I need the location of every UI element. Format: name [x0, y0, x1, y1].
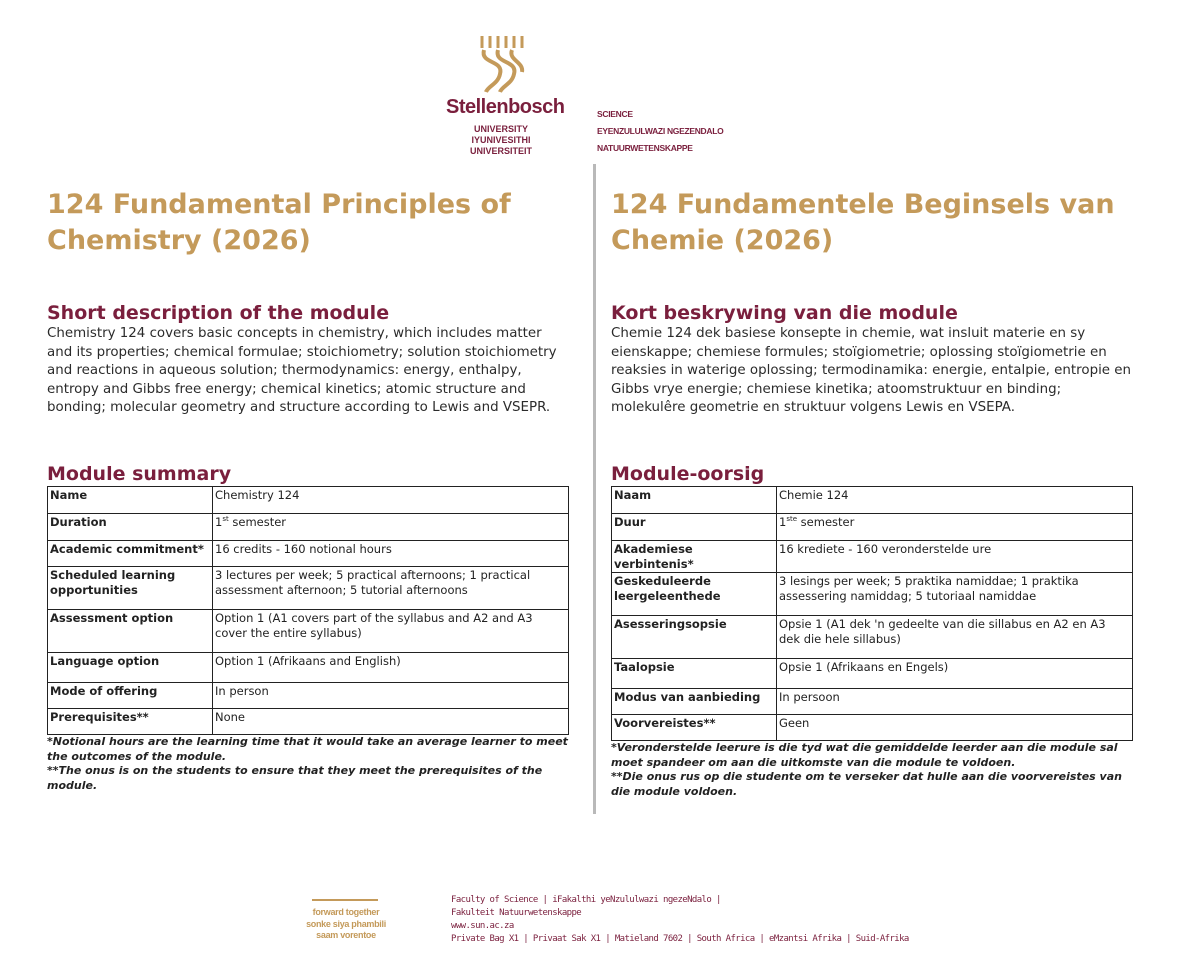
row-value: In persoon: [777, 689, 1133, 715]
row-value: 1ste semester: [777, 514, 1133, 541]
afrikaans-summary-section: [611, 462, 1135, 799]
table-row: [48, 653, 569, 683]
table-row: [612, 487, 1133, 514]
table-row: [48, 541, 569, 567]
table-row: [612, 541, 1133, 573]
row-label: Duration: [48, 514, 213, 541]
row-value: Opsie 1 (Afrikaans en Engels): [777, 659, 1133, 689]
footer-contact-info: [451, 894, 909, 946]
university-name: Stellenbosch: [446, 96, 565, 118]
footnotes-afrikaans: [611, 741, 1135, 799]
row-value: In person: [213, 683, 569, 709]
row-label: Assessment option: [48, 610, 213, 653]
footnote-leerure: *Veronderstelde leerure is die tyd wat die gemiddelde leerder aan die module sal moet spandeer om aan die uitkomste van die module te voldoen.: [611, 741, 1118, 769]
kort-beskrywing-heading: Kort beskrywing van die module: [611, 302, 958, 324]
row-label: Name: [48, 487, 213, 514]
row-value: 16 credits - 160 notional hours: [213, 541, 569, 567]
footnote-voorvereistes: **Die onus rus op die studente om te verseker dat hulle aan die voorvereistes van die module voldoen.: [611, 770, 1122, 798]
table-row: [612, 715, 1133, 741]
footer-website-link[interactable]: www.sun.ac.za: [451, 921, 514, 931]
footnote-prerequisites: **The onus is on the students to ensure that they meet the prerequisites of the module.: [47, 764, 543, 792]
short-description-text: Chemistry 124 covers basic concepts in chemistry, which includes matter and its properties; chemical formulae; stoichiometry; solution stoichiometry and reactions in aqueous solution; thermodynamics: energy, enthalpy, entropy and Gibbs free energy; chemical kinetics; atomic structure and bonding; molecular geometry and structure according to Lewis and VSEPR.: [47, 326, 557, 416]
footer-motto: forward together sonke siya phambili saam vorentoe: [306, 907, 386, 940]
row-label: Asesseringsopsie: [612, 616, 777, 659]
short-description-heading: Short description of the module: [47, 302, 390, 324]
module-summary-table: [47, 486, 569, 735]
table-row: [48, 683, 569, 709]
module-oorsig-heading: Module-oorsig: [611, 463, 765, 485]
row-label: Scheduled learning opportunities: [48, 567, 213, 610]
table-row: [612, 659, 1133, 689]
footnotes-english: [47, 735, 571, 793]
row-label: Taalopsie: [612, 659, 777, 689]
row-value: Option 1 (Afrikaans and English): [213, 653, 569, 683]
row-value: 3 lectures per week; 5 practical afternoons; 1 practical assessment afternoon; 5 tutorial afternoons: [213, 567, 569, 610]
english-column: [47, 187, 571, 259]
table-row: [48, 514, 569, 541]
footer-faculty-line: Faculty of Science | iFakalthi yeNzululwazi ngezeNdalo |: [451, 895, 721, 905]
module-summary-heading: Module summary: [47, 463, 232, 485]
row-value: Option 1 (A1 covers part of the syllabus and A2 and A3 cover the entire syllabus): [213, 610, 569, 653]
row-label: Prerequisites**: [48, 709, 213, 735]
row-value: 3 lesings per week; 5 praktika namiddae; 1 praktika assessering namiddag; 5 tutoriaal namiddae: [777, 573, 1133, 616]
faculty-names: SCIENCE EYENZULULWAZI NGEZENDALO NATUURWETENSKAPPE: [597, 109, 724, 153]
english-description-section: [47, 301, 571, 418]
module-oorsig-table: [611, 486, 1133, 741]
footer-rule: [312, 899, 378, 901]
footer-faculty-afrikaans: Fakulteit Natuurwetenskappe: [451, 908, 582, 918]
table-row: [612, 616, 1133, 659]
row-label: Duur: [612, 514, 777, 541]
row-value: Geen: [777, 715, 1133, 741]
row-label: Voorvereistes**: [612, 715, 777, 741]
footer-address: Private Bag X1 | Privaat Sak X1 | Matieland 7602 | South Africa | eMzantsi Afrika | Suid-Afrika: [451, 934, 909, 944]
row-label: Akademiese verbintenis*: [612, 541, 777, 573]
row-value: Chemie 124: [777, 487, 1133, 514]
table-row: [612, 689, 1133, 715]
table-row: [48, 610, 569, 653]
university-subtitle: UNIVERSITY IYUNIVESITHI UNIVERSITEIT: [469, 124, 532, 156]
table-row: [48, 567, 569, 610]
english-summary-section: [47, 462, 571, 793]
row-value: 1st semester: [213, 514, 569, 541]
row-value: None: [213, 709, 569, 735]
page-title-afrikaans: 124 Fundamentele Beginsels van Chemie (2026): [611, 189, 1115, 256]
column-divider: [593, 164, 596, 814]
row-label: Language option: [48, 653, 213, 683]
row-label: Naam: [612, 487, 777, 514]
page-title-english: 124 Fundamental Principles of Chemistry (2026): [47, 189, 511, 256]
afrikaans-column: [611, 187, 1135, 259]
kort-beskrywing-text: Chemie 124 dek basiese konsepte in chemie, wat insluit materie en sy eienskappe; chemiese formules; stoïgiometrie; oplossing stoïgiometrie en reaksies in waterige oplossing; termodinamika: energie, entalpie, entropie en Gibbs vrye energie; chemiese kinetika; atoomstruktuur en binding; molekulêre geometrie en struktuur volgens Lewis en VSEPA.: [611, 326, 1132, 416]
table-row: [612, 573, 1133, 616]
footnote-notional-hours: *Notional hours are the learning time that it would take an average learner to meet the outcomes of the module.: [47, 735, 568, 763]
row-label: Mode of offering: [48, 683, 213, 709]
row-label: Academic commitment*: [48, 541, 213, 567]
row-label: Geskeduleerde leergeleenthede: [612, 573, 777, 616]
university-logo-icon: [478, 34, 526, 94]
row-value: Chemistry 124: [213, 487, 569, 514]
table-row: [48, 709, 569, 735]
row-value: Opsie 1 (A1 dek 'n gedeelte van die sillabus en A2 en A3 dek die hele sillabus): [777, 616, 1133, 659]
row-label: Modus van aanbieding: [612, 689, 777, 715]
afrikaans-description-section: [611, 301, 1135, 418]
row-value: 16 krediete - 160 veronderstelde ure: [777, 541, 1133, 573]
table-row: [48, 487, 569, 514]
table-row: [612, 514, 1133, 541]
